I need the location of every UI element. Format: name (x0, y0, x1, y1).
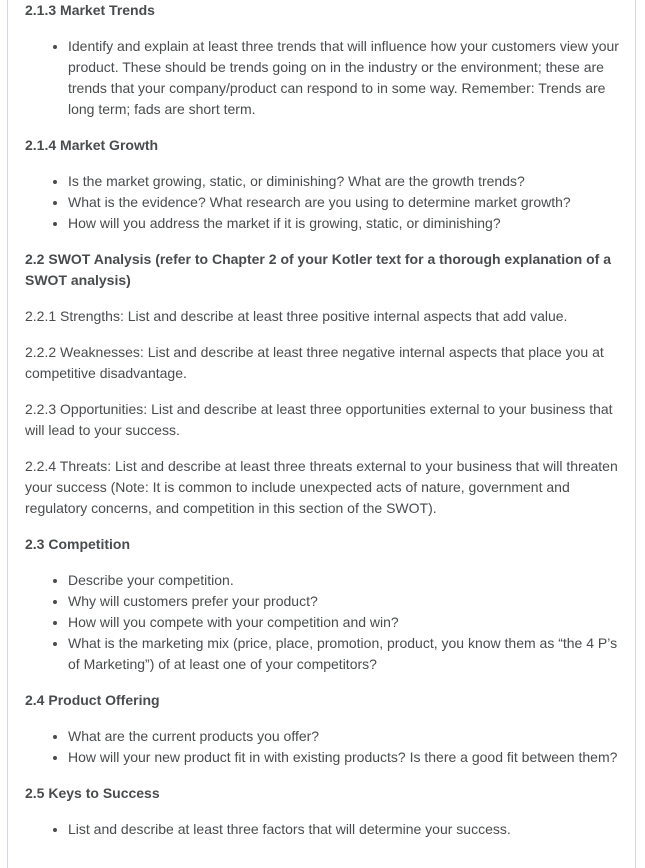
list-keys-to-success (25, 819, 620, 840)
list-item: • Why will customers prefer your product? (68, 591, 620, 612)
list-competition (25, 570, 620, 675)
heading-market-growth: 2.1.4 Market Growth (25, 137, 159, 153)
heading-market-trends: 2.1.3 Market Trends (25, 2, 155, 18)
heading-product-offering: 2.4 Product Offering (25, 692, 160, 708)
swot-weaknesses: 2.2.2 Weaknesses: List and describe at least three negative internal aspects that place you at competitive disadvantage. (25, 344, 604, 381)
list-item: • What is the marketing mix (price, place, promotion, product, you know them as “the 4 P’s of Marketing”) of at least one of your competitors? (68, 633, 620, 675)
list-market-trends (25, 36, 620, 120)
heading-competition: 2.3 Competition (25, 536, 131, 552)
list-item: • List and describe at least three factors that will determine your success. (68, 819, 620, 840)
list-item: • Is the market growing, static, or diminishing? What are the growth trends? (68, 171, 620, 192)
swot-threats: 2.2.4 Threats: List and describe at least three threats external to your business that will threaten your success (Note: It is common to include unexpected acts of nature, government and regulatory concerns, and competition in this section of the SWOT). (25, 458, 618, 516)
swot-opportunities: 2.2.3 Opportunities: List and describe at least three opportunities external to your business that will lead to your success. (25, 401, 613, 438)
list-item: • Describe your competition. (68, 570, 620, 591)
heading-keys-to-success: 2.5 Keys to Success (25, 785, 160, 801)
swot-strengths: 2.2.1 Strengths: List and describe at least three positive internal aspects that add value. (25, 308, 568, 324)
list-item: • What is the evidence? What research are you using to determine market growth? (68, 192, 620, 213)
list-item: • How will you compete with your competition and win? (68, 612, 620, 633)
list-item: • Identify and explain at least three trends that will influence how your customers view your product. These should be trends going on in the industry or the environment; these are trends that your company/product can respond to in some way. Remember: Trends are long term; fads are short term. (68, 36, 620, 120)
heading-swot-analysis: 2.2 SWOT Analysis (refer to Chapter 2 of your Kotler text for a thorough explanation of a SWOT analysis) (25, 251, 612, 288)
list-product-offering (25, 726, 620, 768)
list-item: • How will your new product fit in with existing products? Is there a good fit between them? (68, 747, 620, 768)
list-item: • What are the current products you offer? (68, 726, 620, 747)
list-market-growth (25, 171, 620, 234)
list-item: • How will you address the market if it is growing, static, or diminishing? (68, 213, 620, 234)
document-content (25, 0, 620, 840)
